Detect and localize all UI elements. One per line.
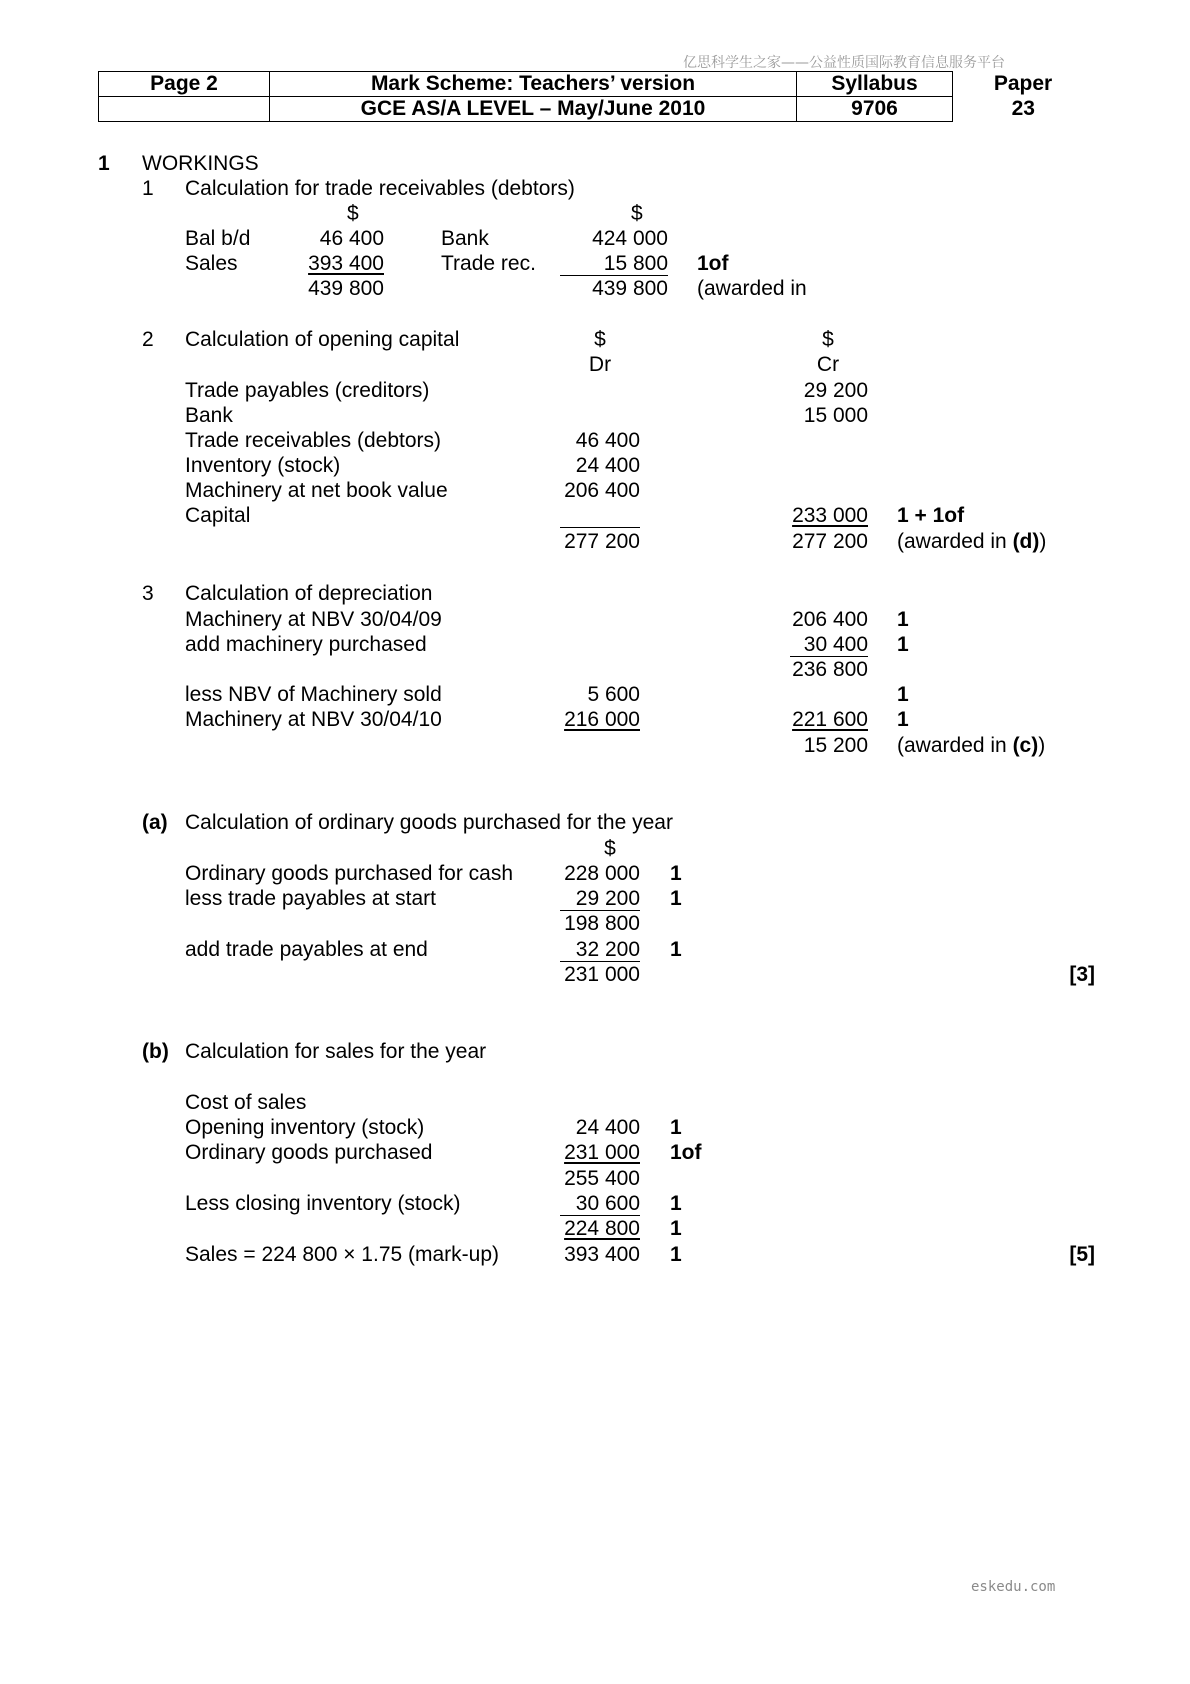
w2-capital-mark: 1 + 1of bbox=[897, 504, 965, 527]
w2-row-label: Inventory (stock) bbox=[185, 454, 341, 477]
w1-row1-right-label: Bank bbox=[441, 227, 489, 250]
w1-row2-right-label: Trade rec. bbox=[441, 252, 536, 275]
w1-row1-label: Bal b/d bbox=[185, 227, 251, 250]
w2-dr-currency: $ bbox=[594, 328, 606, 351]
w1-currency-left: $ bbox=[347, 202, 359, 225]
part-a-row-label: less trade payables at start bbox=[185, 887, 436, 910]
part-a-row-value: 228 000 bbox=[564, 862, 640, 885]
part-a-row-mark: 1 bbox=[670, 938, 682, 961]
w2-row-cr: 29 200 bbox=[803, 379, 868, 402]
part-b-row-value: 24 400 bbox=[575, 1116, 640, 1139]
workings-title: WORKINGS bbox=[142, 152, 259, 175]
part-b-total-marks: [5] bbox=[1069, 1243, 1095, 1266]
w3-title: Calculation of depreciation bbox=[185, 582, 433, 605]
w1-row1-value: 46 400 bbox=[319, 227, 384, 250]
w1-row2-label: Sales bbox=[185, 252, 238, 275]
part-a-label: (a) bbox=[142, 811, 168, 834]
w2-row-dr: 46 400 bbox=[575, 429, 640, 452]
w3-row-value: 221 600 bbox=[792, 708, 868, 731]
header-syllabus-code: 9706 bbox=[797, 97, 953, 122]
part-b-row-mark: 1 bbox=[670, 1217, 682, 1240]
part-a-row-value: 29 200 bbox=[560, 888, 640, 911]
w1-row2-mark: 1of bbox=[697, 252, 729, 275]
w2-title: Calculation of opening capital bbox=[185, 328, 460, 351]
w3-row-mark: 1 bbox=[897, 633, 909, 656]
part-b-row-mark: 1 bbox=[670, 1243, 682, 1266]
part-b-row-mark: 1 bbox=[670, 1116, 682, 1139]
w1-title: Calculation for trade receivables (debtors) bbox=[185, 177, 575, 200]
w1-number: 1 bbox=[142, 177, 154, 200]
watermark-text: 亿思科学生之家——公益性质国际教育信息服务平台 bbox=[683, 55, 1005, 71]
w1-total-right: 439 800 bbox=[592, 277, 668, 300]
w3-row-mark: 1 bbox=[897, 608, 909, 631]
part-b-row-mark: 1of bbox=[670, 1141, 702, 1164]
w1-awarded-note: (awarded in bbox=[697, 277, 807, 300]
part-a-title: Calculation of ordinary goods purchased for the year bbox=[185, 811, 673, 834]
part-a-row-value: 32 200 bbox=[560, 939, 640, 962]
part-a-row-label: add trade payables at end bbox=[185, 938, 428, 961]
w3-awarded-note: (awarded in (c)) bbox=[897, 734, 1046, 757]
header-page-blank bbox=[99, 97, 270, 122]
w2-capital-label: Capital bbox=[185, 504, 251, 527]
w2-row-cr: 15 000 bbox=[803, 404, 868, 427]
footer-watermark: eskedu.com bbox=[971, 1579, 1056, 1595]
part-b-sales-label: Sales = 224 800 × 1.75 (mark-up) bbox=[185, 1243, 500, 1266]
part-b-row-value: 231 000 bbox=[564, 1141, 640, 1164]
w2-dr-label: Dr bbox=[588, 353, 612, 376]
part-b-row-label: Ordinary goods purchased bbox=[185, 1141, 433, 1164]
w3-number: 3 bbox=[142, 582, 154, 605]
part-b-cost-of-sales: 224 800 bbox=[564, 1217, 640, 1240]
w3-subtotal: 236 800 bbox=[792, 658, 868, 681]
part-b-sales-value: 393 400 bbox=[564, 1243, 640, 1266]
question-number: 1 bbox=[98, 152, 110, 175]
header-title: Mark Scheme: Teachers’ version bbox=[270, 72, 797, 97]
header-paper-label: Paper bbox=[993, 72, 1053, 95]
w2-row-label: Trade receivables (debtors) bbox=[185, 429, 441, 452]
header-paper-number: 23 bbox=[1011, 97, 1035, 120]
w3-row-mark: 1 bbox=[897, 683, 909, 706]
header-exam: GCE AS/A LEVEL – May/June 2010 bbox=[270, 97, 797, 122]
part-b-row-mark: 1 bbox=[670, 1192, 682, 1215]
w3-row-mid: 5 600 bbox=[587, 683, 640, 706]
part-b-row-label: Opening inventory (stock) bbox=[185, 1116, 425, 1139]
part-a-total: 231 000 bbox=[564, 963, 640, 986]
w2-row-dr: 24 400 bbox=[575, 454, 640, 477]
part-a-row-mark: 1 bbox=[670, 862, 682, 885]
part-a-row-mark: 1 bbox=[670, 887, 682, 910]
w3-row-mark: 1 bbox=[897, 708, 909, 731]
header-page: Page 2 bbox=[99, 72, 270, 97]
w3-row-label: add machinery purchased bbox=[185, 633, 427, 656]
w2-awarded-note: (awarded in (d)) bbox=[897, 530, 1047, 553]
w1-row2-right-value: 15 800 bbox=[560, 253, 668, 276]
w3-result: 15 200 bbox=[803, 734, 868, 757]
w2-row-label: Trade payables (creditors) bbox=[185, 379, 430, 402]
w2-cr-currency: $ bbox=[822, 328, 834, 351]
part-b-subtotal: 255 400 bbox=[564, 1167, 640, 1190]
w3-row-label: Machinery at NBV 30/04/10 bbox=[185, 708, 442, 731]
w1-row2-value: 393 400 bbox=[308, 252, 384, 275]
w2-total-cr: 277 200 bbox=[792, 530, 868, 553]
part-a-row-label: Ordinary goods purchased for cash bbox=[185, 862, 514, 885]
w2-row-dr: 206 400 bbox=[564, 479, 640, 502]
part-b-label: (b) bbox=[142, 1040, 169, 1063]
w3-row-label: less NBV of Machinery sold bbox=[185, 683, 442, 706]
w2-cr-label: Cr bbox=[816, 353, 840, 376]
w3-row-mid: 216 000 bbox=[564, 708, 640, 731]
w3-row-value: 206 400 bbox=[792, 608, 868, 631]
part-b-title: Calculation for sales for the year bbox=[185, 1040, 487, 1063]
header-table bbox=[98, 71, 1094, 122]
w3-row-value: 30 400 bbox=[790, 634, 868, 657]
header-syllabus-label: Syllabus bbox=[797, 72, 953, 97]
w2-row-label: Bank bbox=[185, 404, 233, 427]
w2-total-dr: 277 200 bbox=[564, 530, 640, 553]
w1-currency-right: $ bbox=[631, 202, 643, 225]
part-a-currency: $ bbox=[604, 837, 616, 860]
w2-dr-rule bbox=[560, 527, 640, 528]
part-b-row-label: Less closing inventory (stock) bbox=[185, 1192, 461, 1215]
w3-row-label: Machinery at NBV 30/04/09 bbox=[185, 608, 442, 631]
part-b-subtitle: Cost of sales bbox=[185, 1091, 307, 1114]
part-a-total-marks: [3] bbox=[1069, 963, 1095, 986]
w1-total-left: 439 800 bbox=[308, 277, 384, 300]
w1-row1-right-value: 424 000 bbox=[592, 227, 668, 250]
w2-number: 2 bbox=[142, 328, 154, 351]
part-b-row-value: 30 600 bbox=[560, 1193, 640, 1216]
w2-capital-cr: 233 000 bbox=[792, 504, 868, 527]
part-a-subtotal: 198 800 bbox=[564, 912, 640, 935]
w2-row-label: Machinery at net book value bbox=[185, 479, 448, 502]
